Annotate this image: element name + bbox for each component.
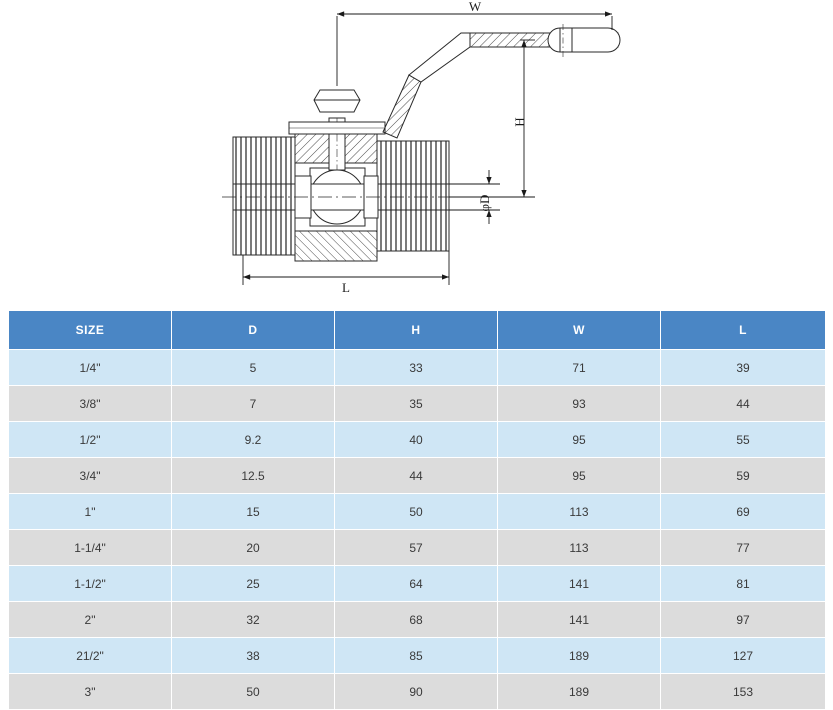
cell-h: 85 — [335, 638, 498, 674]
cell-d: 50 — [172, 674, 335, 710]
spec-table-container — [8, 310, 825, 710]
cell-w: 113 — [498, 494, 661, 530]
cell-size: 3/4" — [9, 458, 172, 494]
table-row — [9, 350, 826, 386]
table-header-row — [9, 311, 826, 350]
cell-d: 38 — [172, 638, 335, 674]
cell-l: 44 — [661, 386, 826, 422]
cell-size: 1" — [9, 494, 172, 530]
cell-l: 81 — [661, 566, 826, 602]
column-header-w: W — [498, 311, 661, 350]
cell-w: 95 — [498, 422, 661, 458]
table-row — [9, 458, 826, 494]
cell-l: 55 — [661, 422, 826, 458]
dimension-label-l: L — [342, 280, 350, 295]
cell-w: 113 — [498, 530, 661, 566]
column-header-d: D — [172, 311, 335, 350]
cell-l: 77 — [661, 530, 826, 566]
cell-w: 71 — [498, 350, 661, 386]
cell-d: 12.5 — [172, 458, 335, 494]
cell-l: 97 — [661, 602, 826, 638]
column-header-h: H — [335, 311, 498, 350]
cell-size: 1/2" — [9, 422, 172, 458]
table-row — [9, 422, 826, 458]
column-header-size: SIZE — [9, 311, 172, 350]
cell-d: 15 — [172, 494, 335, 530]
cell-d: 5 — [172, 350, 335, 386]
cell-d: 9.2 — [172, 422, 335, 458]
valve-body-group — [222, 90, 470, 261]
table-row — [9, 602, 826, 638]
cell-l: 39 — [661, 350, 826, 386]
cell-w: 141 — [498, 566, 661, 602]
cell-h: 33 — [335, 350, 498, 386]
cell-w: 93 — [498, 386, 661, 422]
cell-h: 57 — [335, 530, 498, 566]
cell-w: 141 — [498, 602, 661, 638]
spec-table — [8, 310, 826, 710]
cell-w: 95 — [498, 458, 661, 494]
cell-w: 189 — [498, 638, 661, 674]
dimension-label-h: H — [512, 117, 527, 127]
cell-l: 127 — [661, 638, 826, 674]
technical-drawing — [0, 0, 833, 300]
cell-size: 21/2" — [9, 638, 172, 674]
cell-h: 50 — [335, 494, 498, 530]
cell-l: 69 — [661, 494, 826, 530]
valve-handle-group — [383, 24, 620, 138]
cell-size: 1-1/4" — [9, 530, 172, 566]
cell-h: 68 — [335, 602, 498, 638]
cell-d: 32 — [172, 602, 335, 638]
cell-h: 64 — [335, 566, 498, 602]
table-row — [9, 386, 826, 422]
cell-size: 3/8" — [9, 386, 172, 422]
cell-l: 153 — [661, 674, 826, 710]
cell-size: 3" — [9, 674, 172, 710]
cell-h: 40 — [335, 422, 498, 458]
table-row — [9, 674, 826, 710]
cell-d: 25 — [172, 566, 335, 602]
table-row — [9, 530, 826, 566]
cell-d: 20 — [172, 530, 335, 566]
cell-d: 7 — [172, 386, 335, 422]
cell-l: 59 — [661, 458, 826, 494]
cell-size: 1-1/2" — [9, 566, 172, 602]
cell-h: 90 — [335, 674, 498, 710]
column-header-l: L — [661, 311, 826, 350]
table-row — [9, 638, 826, 674]
cell-h: 44 — [335, 458, 498, 494]
dimension-label-d: φD — [477, 194, 492, 212]
table-row — [9, 494, 826, 530]
cell-h: 35 — [335, 386, 498, 422]
table-row — [9, 566, 826, 602]
cell-w: 189 — [498, 674, 661, 710]
cell-size: 2" — [9, 602, 172, 638]
dimension-label-w: W — [468, 0, 482, 14]
cell-size: 1/4" — [9, 350, 172, 386]
